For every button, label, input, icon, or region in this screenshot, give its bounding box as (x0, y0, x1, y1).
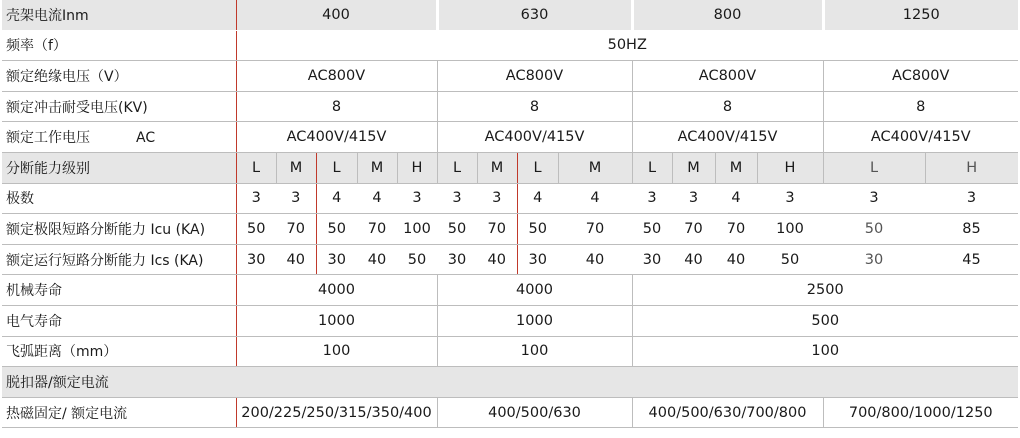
table-cell: 40 (672, 244, 715, 275)
table-cell: 700/800/1000/1250 (823, 397, 1018, 428)
table-cell: 4 (316, 183, 357, 214)
table-cell: 40 (357, 244, 397, 275)
table-cell: AC800V (823, 61, 1018, 92)
electrical-life-label: 电气寿命 (2, 305, 236, 336)
table-cell: 50 (397, 244, 437, 275)
table-cell: 3 (672, 183, 715, 214)
table-cell: 50 (632, 214, 672, 245)
insulation-voltage-label: 额定绝缘电压（V） (2, 61, 236, 92)
table-cell: 8 (632, 91, 823, 122)
table-cell: 4 (715, 183, 757, 214)
table-cell: 400/500/630 (437, 397, 632, 428)
table-cell: AC800V (236, 61, 437, 92)
impulse-voltage-row (2, 91, 1018, 122)
frequency-value: 50HZ (236, 30, 1018, 61)
frame-current-row (2, 0, 1018, 30)
table-cell: 50 (757, 244, 823, 275)
table-cell: H (925, 152, 1018, 183)
table-cell: M (477, 152, 517, 183)
table-cell: L (823, 152, 925, 183)
working-voltage-label-text: 额定工作电压 (6, 130, 90, 147)
poles-label: 极数 (2, 183, 236, 214)
table-cell: H (757, 152, 823, 183)
table-cell: M (715, 152, 757, 183)
table-cell: L (316, 152, 357, 183)
arc-distance-label: 飞弧距离（mm） (2, 336, 236, 367)
table-cell: L (236, 152, 276, 183)
table-cell: 3 (477, 183, 517, 214)
poles-row (2, 183, 1018, 214)
table-cell: 1000 (236, 305, 437, 336)
table-cell: 3 (925, 183, 1018, 214)
working-voltage-label (2, 122, 236, 153)
icu-row (2, 214, 1018, 245)
table-cell: 70 (715, 214, 757, 245)
frequency-label: 频率（f） (2, 30, 236, 61)
table-cell: 3 (757, 183, 823, 214)
table-cell: 3 (823, 183, 925, 214)
release-section-row (2, 367, 1018, 398)
table-cell: M (357, 152, 397, 183)
table-cell: 30 (823, 244, 925, 275)
release-section-heading: 脱扣器/额定电流 (2, 367, 1018, 398)
mechanical-life-label: 机械寿命 (2, 275, 236, 306)
table-cell: AC400V/415V (632, 122, 823, 153)
table-cell: 4 (517, 183, 558, 214)
impulse-voltage-label: 额定冲击耐受电压(KV) (2, 91, 236, 122)
table-cell: 50 (316, 214, 357, 245)
spec-table (2, 0, 1018, 428)
table-cell: 45 (925, 244, 1018, 275)
table-cell: 40 (715, 244, 757, 275)
frequency-row (2, 30, 1018, 61)
table-cell: 30 (236, 244, 276, 275)
table-cell: AC400V/415V (437, 122, 632, 153)
frame-400-header: 400 (236, 0, 437, 30)
table-cell: L (632, 152, 672, 183)
table-cell: 8 (437, 91, 632, 122)
table-cell: 3 (632, 183, 672, 214)
icu-label: 额定极限短路分断能力 Icu (KA) (2, 214, 236, 245)
table-cell: 4 (558, 183, 632, 214)
working-voltage-label-suffix: AC (136, 130, 156, 147)
table-cell: 8 (823, 91, 1018, 122)
table-cell: 1000 (437, 305, 632, 336)
table-cell: 50 (823, 214, 925, 245)
arc-distance-row (2, 336, 1018, 367)
table-cell: AC800V (437, 61, 632, 92)
table-cell: AC800V (632, 61, 823, 92)
table-cell: 4000 (236, 275, 437, 306)
frame-630-header: 630 (437, 0, 632, 30)
table-cell: 2500 (632, 275, 1018, 306)
mechanical-life-row (2, 275, 1018, 306)
table-cell: 50 (236, 214, 276, 245)
ics-row (2, 244, 1018, 275)
table-cell: H (397, 152, 437, 183)
table-cell: 30 (437, 244, 477, 275)
table-cell: 70 (276, 214, 316, 245)
table-cell: 50 (437, 214, 477, 245)
table-cell: 3 (437, 183, 477, 214)
working-voltage-row (2, 122, 1018, 153)
table-cell: 50 (517, 214, 558, 245)
table-cell: 4 (357, 183, 397, 214)
table-cell: 30 (517, 244, 558, 275)
table-cell: M (672, 152, 715, 183)
table-cell: 200/225/250/315/350/400 (236, 397, 437, 428)
table-cell: 70 (477, 214, 517, 245)
table-cell: L (517, 152, 558, 183)
table-cell: 3 (397, 183, 437, 214)
table-cell: 30 (316, 244, 357, 275)
table-cell: 400/500/630/700/800 (632, 397, 823, 428)
thermal-magnetic-label: 热磁固定/ 额定电流 (2, 397, 236, 428)
table-cell: 100 (757, 214, 823, 245)
table-cell: 3 (276, 183, 316, 214)
table-cell: 70 (672, 214, 715, 245)
table-cell: 100 (437, 336, 632, 367)
table-cell: 40 (477, 244, 517, 275)
table-cell: 100 (632, 336, 1018, 367)
table-cell: 30 (632, 244, 672, 275)
table-cell: 3 (236, 183, 276, 214)
frame-800-header: 800 (632, 0, 823, 30)
table-cell: 40 (276, 244, 316, 275)
table-cell: 100 (397, 214, 437, 245)
table-cell: M (558, 152, 632, 183)
frame-1250-header: 1250 (823, 0, 1018, 30)
table-cell: 85 (925, 214, 1018, 245)
table-cell: AC400V/415V (236, 122, 437, 153)
breaking-level-row (2, 152, 1018, 183)
table-cell: AC400V/415V (823, 122, 1018, 153)
table-cell: 500 (632, 305, 1018, 336)
thermal-magnetic-row (2, 397, 1018, 428)
table-cell: 100 (236, 336, 437, 367)
table-cell: M (276, 152, 316, 183)
frame-current-label: 壳架电流Inm (2, 0, 236, 30)
insulation-voltage-row (2, 61, 1018, 92)
table-cell: 8 (236, 91, 437, 122)
table-cell: 70 (357, 214, 397, 245)
table-cell: 4000 (437, 275, 632, 306)
breaking-level-label: 分断能力级别 (2, 152, 236, 183)
electrical-life-row (2, 305, 1018, 336)
table-cell: 70 (558, 214, 632, 245)
table-cell: L (437, 152, 477, 183)
table-cell: 40 (558, 244, 632, 275)
ics-label: 额定运行短路分断能力 Ics (KA) (2, 244, 236, 275)
